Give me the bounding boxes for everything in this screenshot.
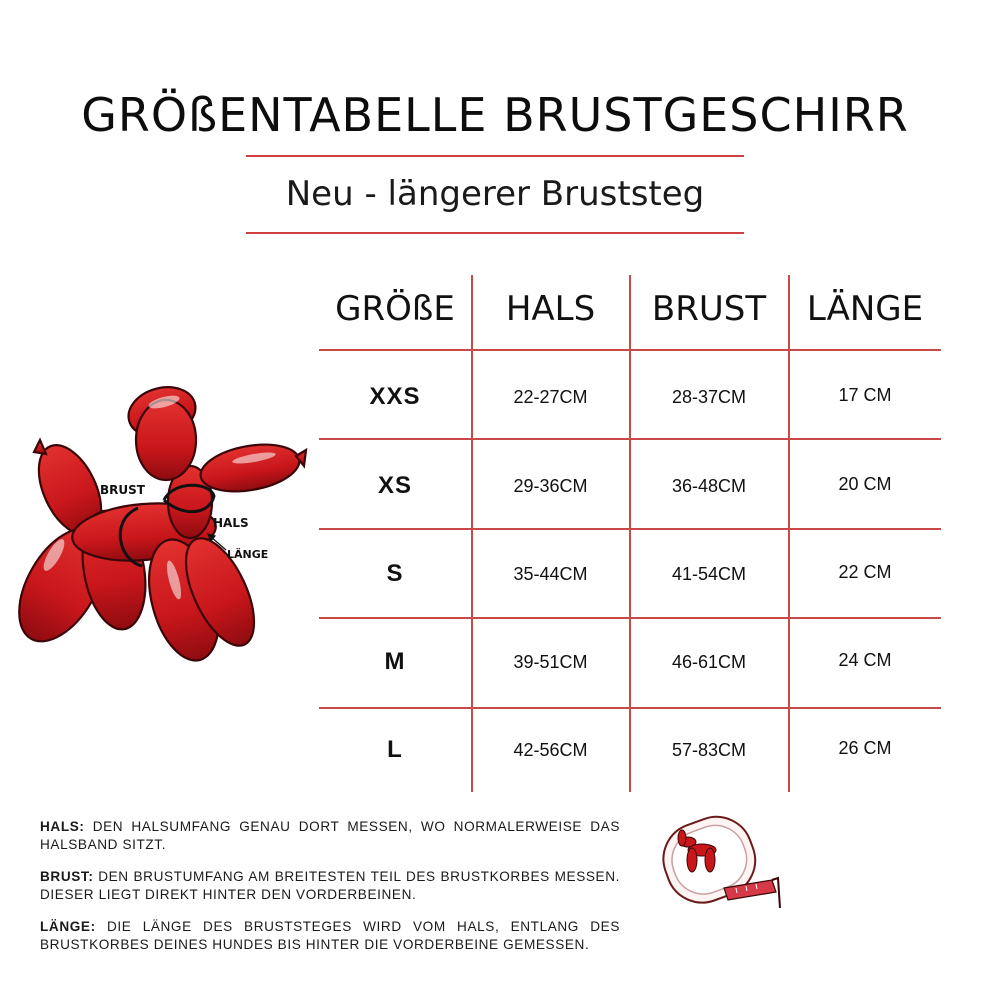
hals-cell: 35-44CM — [513, 563, 588, 584]
header-hals: HALS — [505, 289, 596, 329]
hals-cell: 22-27CM — [513, 386, 588, 407]
note-text: DEN BRUSTUMFANG AM BREITESTEN TEIL DES BRUSTKORBES MESSEN. DIESER LIEGT DIREKT HINTER DEN VORDERBEINEN. — [40, 869, 620, 902]
brust-cell: 28-37CM — [671, 386, 747, 407]
page-subtitle: Neu - längerer Bruststeg — [285, 174, 705, 214]
note-term: BRUST: — [40, 869, 94, 884]
laenge-cell: 20 CM — [838, 473, 892, 494]
brust-cell: 36-48CM — [671, 475, 747, 496]
size-cell: S — [386, 560, 404, 587]
brust-cell: 57-83CM — [671, 739, 747, 760]
header-laenge: LÄNGE — [806, 289, 924, 329]
note-term: HALS: — [40, 819, 85, 834]
note-hals — [40, 818, 620, 854]
balloon-snout — [197, 438, 303, 499]
size-cell: XXS — [369, 383, 421, 410]
laenge-cell: 24 CM — [838, 649, 892, 670]
balloon-tail-tip — [34, 440, 46, 454]
subtitle-divider — [246, 232, 744, 234]
page-title: GRÖßENTABELLE BRUSTGESCHIRR — [81, 88, 909, 142]
hals-cell: 29-36CM — [513, 475, 588, 496]
note-laenge — [40, 918, 620, 954]
size-cell: M — [384, 648, 406, 675]
label-brust: BRUST — [100, 483, 145, 497]
label-hals: HALS — [213, 516, 249, 530]
measurement-notes — [40, 818, 620, 968]
brust-cell: 41-54CM — [671, 563, 747, 584]
note-brust — [40, 868, 620, 904]
note-text: DIE LÄNGE DES BRUSTSTEGES WIRD VOM HALS, ENTLANG DES BRUSTKORBES DEINES HUNDES BIS HINTER DIE VORDERBEINE GEMESSEN. — [40, 919, 620, 952]
header-brust: BRUST — [651, 289, 767, 329]
title-divider — [246, 155, 744, 157]
measuring-tape-icon — [654, 798, 784, 918]
hals-cell: 42-56CM — [513, 739, 588, 760]
label-laenge: LÄNGE — [227, 548, 269, 561]
balloon-dog-illustration — [14, 370, 314, 680]
note-text: DEN HALSUMFANG GENAU DORT MESSEN, WO NORMALERWEISE DAS HALSBAND SITZT. — [40, 819, 620, 852]
laenge-cell: 22 CM — [838, 561, 892, 582]
laenge-cell: 26 CM — [838, 737, 892, 758]
size-cell: XS — [377, 472, 412, 499]
hals-cell: 39-51CM — [513, 651, 588, 672]
size-table — [319, 275, 941, 792]
brust-cell: 46-61CM — [671, 651, 747, 672]
balloon-ear — [136, 400, 196, 480]
note-term: LÄNGE: — [40, 919, 96, 934]
laenge-cell: 17 CM — [838, 384, 892, 405]
header-size: GRÖßE — [335, 289, 455, 329]
size-cell: L — [387, 736, 403, 763]
